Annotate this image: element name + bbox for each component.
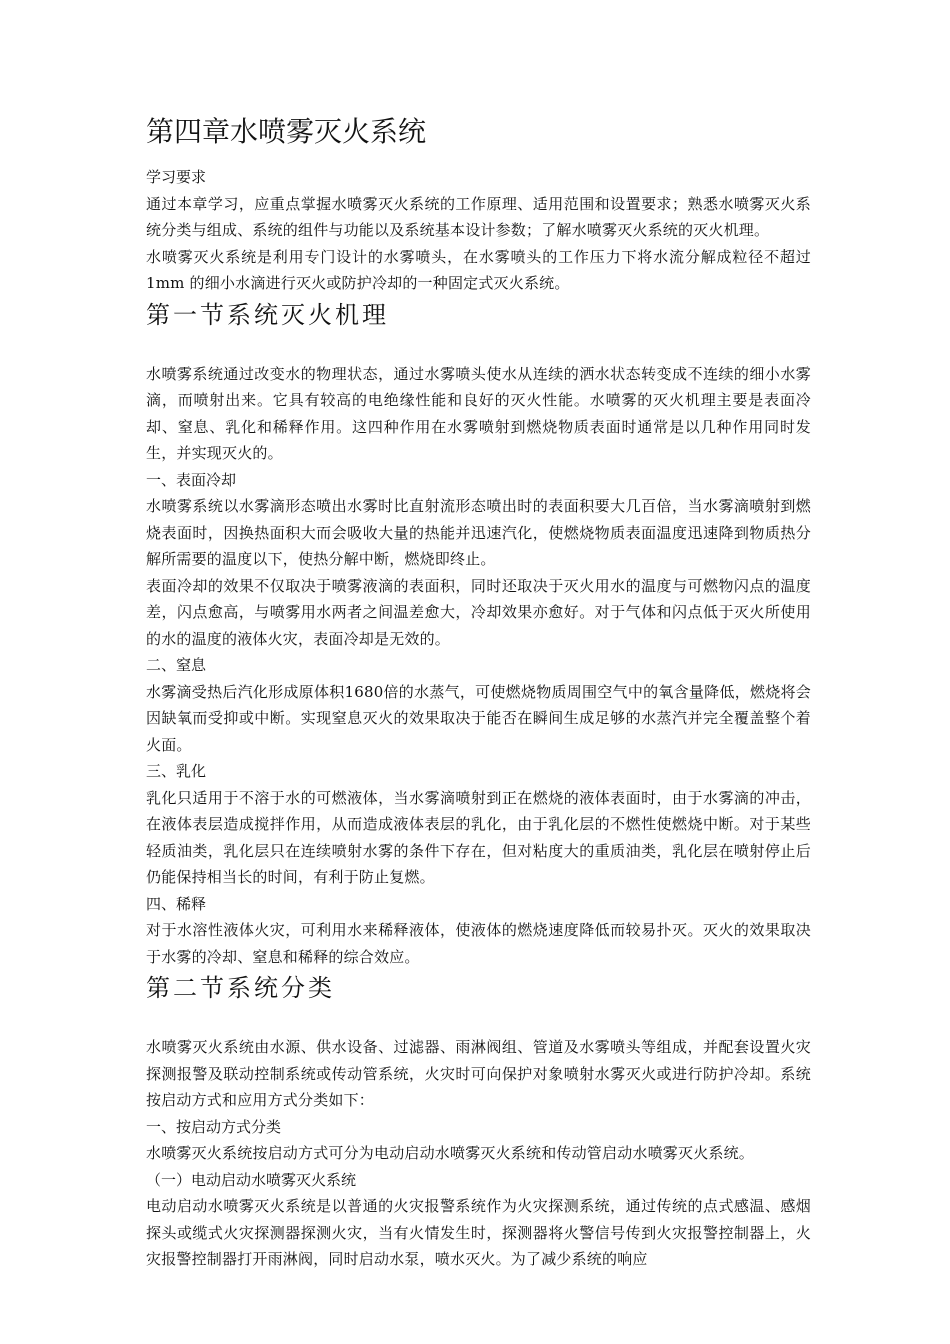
heading-by-start-mode: 一、按启动方式分类 <box>146 1117 282 1136</box>
heading-surface-cooling: 一、表面冷却 <box>146 470 237 489</box>
emulsification-paragraph: 乳化只适用于不溶于水的可燃液体，当水雾滴喷射到正在燃烧的液体表面时，由于水雾滴的冲击，在液体表层造成搅拌作用，从而造成液体表层的乳化，由于乳化层的不燃性使燃烧中断。对于某些轻质油类，乳化层只在连续喷射水雾的条件下存在，但对粘度大的重质油类，乳化层在喷射停止后仍能保持相当长的时间，有利于防止复燃。 <box>146 788 811 886</box>
chapter-title: 第四章水喷雾灭火系统 <box>146 115 427 148</box>
start-mode-paragraph: 水喷雾灭火系统按启动方式可分为电动启动水喷雾灭火系统和传动管启动水喷雾灭火系统。 <box>146 1144 755 1162</box>
electric-start-paragraph: 电动启动水喷雾灭火系统是以普通的火灾报警系统作为火灾探测系统，通过传统的点式感温、感烟探头或缆式火灾探测器探测火灾，当有火情发生时，探测器将火警信号传到火灾报警控制器上，火灾报警控制器打开雨淋阀，同时启动水泵，喷水灭火。为了减少系统的响应 <box>146 1197 811 1268</box>
section-1-spacer <box>146 333 811 361</box>
learning-requirements-paragraph: 通过本章学习，应重点掌握水喷雾灭火系统的工作原理、适用范围和设置要求；熟悉水喷雾灭火系统分类与组成、系统的组件与功能以及系统基本设计参数；了解水喷雾灭火系统的灭火机理。 <box>146 194 811 239</box>
system-definition-paragraph: 水喷雾灭火系统是利用专门设计的水雾喷头，在水雾喷头的工作压力下将水流分解成粒径不超过1mm 的细小水滴进行灭火或防护冷却的一种固定式灭火系统。 <box>146 247 811 292</box>
system-composition-paragraph: 水喷雾灭火系统由水源、供水设备、过滤器、雨淋阀组、管道及水雾喷头等组成，并配套设置火灾探测报警及联动控制系统或传动管系统，火灾时可向保护对象喷射水雾灭火或进行防护冷却。系统按启动方式和应用方式分类如下： <box>146 1038 811 1109</box>
suffocation-paragraph: 水雾滴受热后汽化形成原体积1680倍的水蒸气，可使燃烧物质周围空气中的氧含量降低，燃烧将会因缺氧而受抑或中断。实现窒息灭火的效果取决于能否在瞬间生成足够的水蒸汽并完全覆盖整个着火面。 <box>146 682 811 754</box>
section-2-spacer <box>146 1006 811 1034</box>
surface-cooling-paragraph-1: 水喷雾系统以水雾滴形态喷出水雾时比直射流形态喷出时的表面积要大几百倍，当水雾滴喷射到燃烧表面时，因换热面积大而会吸收大量的热能并迅速汽化，使燃烧物质表面温度迅速降到物质热分解所需要的温度以下，使热分解中断，燃烧即终止。 <box>146 497 811 568</box>
document-page <box>146 112 811 1273</box>
learning-requirements-label: 学习要求 <box>146 168 207 186</box>
section-1-title: 第一节系统灭火机理 <box>146 300 389 329</box>
surface-cooling-paragraph-2: 表面冷却的效果不仅取决于喷雾液滴的表面积，同时还取决于灭火用水的温度与可燃物闪点的温度差，闪点愈高，与喷雾用水两者之间温差愈大，冷却效果亦愈好。对于气体和闪点低于灭火所使用的水的温度的液体火灾，表面冷却是无效的。 <box>146 576 811 648</box>
heading-emulsification: 三、乳化 <box>146 762 207 780</box>
section-2-title: 第二节系统分类 <box>146 974 335 1002</box>
heading-dilution: 四、稀释 <box>146 894 207 913</box>
heading-suffocation: 二、窒息 <box>146 656 207 674</box>
mechanism-overview-paragraph: 水喷雾系统通过改变水的物理状态，通过水雾喷头使水从连续的洒水状态转变成不连续的细小水雾滴，而喷射出来。它具有较高的电绝缘性能和良好的灭火性能。水喷雾的灭火机理主要是表面冷却、窒息、乳化和稀释作用。这四种作用在水雾喷射到燃烧物质表面时通常是以几种作用同时发生，并实现灭火的。 <box>146 364 811 462</box>
heading-electric-start: （一）电动启动水喷雾灭火系统 <box>146 1170 357 1189</box>
dilution-paragraph: 对于水溶性液体火灾，可利用水来稀释液体，使液体的燃烧速度降低而较易扑灭。灭火的效果取决于水雾的冷却、窒息和稀释的综合效应。 <box>146 921 811 966</box>
